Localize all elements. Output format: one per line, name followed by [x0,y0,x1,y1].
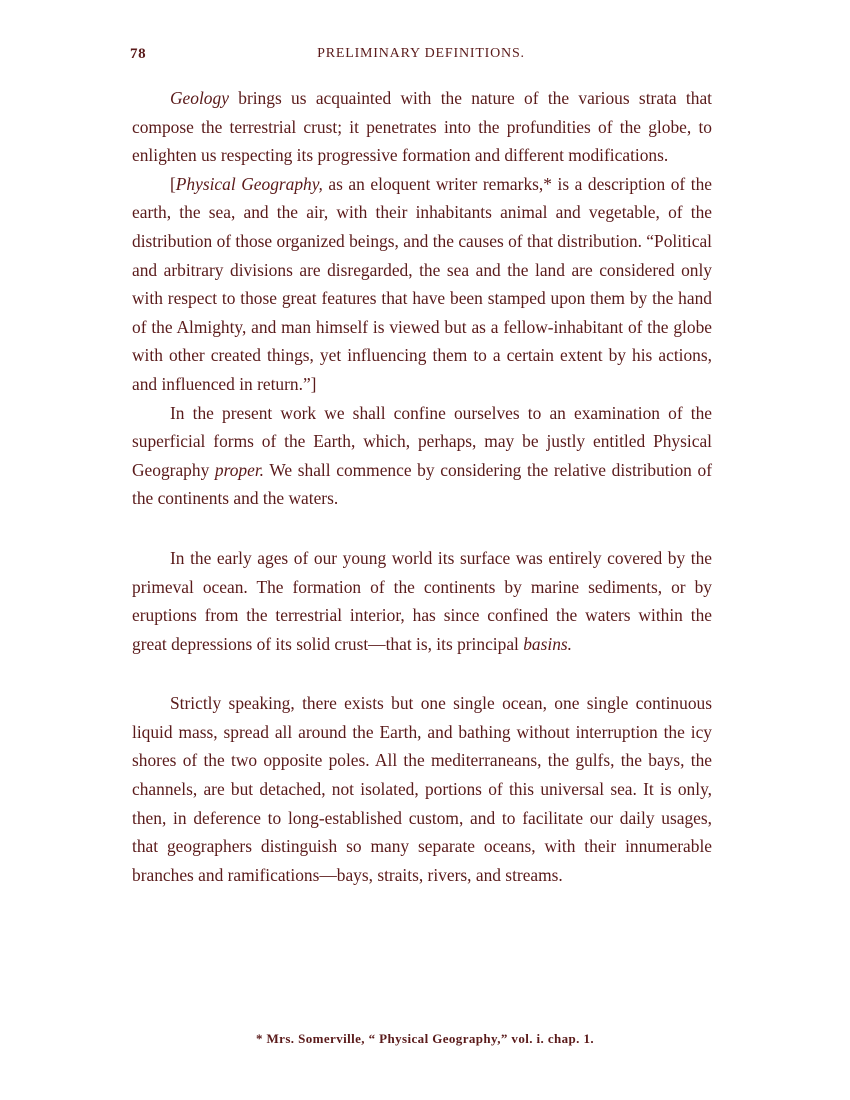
paragraph-physical-geography [132,170,712,399]
footnote: * Mrs. Somerville, “ Physical Geography,” vol. i. chap. 1. [255,1031,595,1046]
paragraph-geology-text: brings us acquainted with the nature of the various strata that compose the terrestrial crust; it penetrates into the profundities of the globe, to enlighten us respecting its progressive formation and different modifications. [132,88,712,166]
paragraph-single-ocean-text: Strictly speaking, there exists but one single ocean, one single continuous liquid mass, spread all around the Earth, and bathing without interruption the icy shores of the two opposite poles. All the mediterraneans, the gulfs, the bays, the channels, are but detached, not isolated, portions of this universal sea. It is only, then, in deference to long-established custom, and to facilitate our daily usages, that geographers distinguish so many separate oceans, with their innumerable branches and ramifications—bays, straits, rivers, and streams. [132,693,712,885]
body-text [132,84,712,889]
paragraph-single-ocean [132,689,712,889]
running-head [130,44,712,68]
running-title: PRELIMINARY DEFINITIONS. [317,46,525,61]
page-number: 78 [130,46,147,62]
paragraph-early-ages-text: In the early ages of our young world its surface was entirely covered by the primeval ocean. The formation of the continents by marine sediments, or by eruptions from the terrestrial interior, has since confined the waters within the great depressions of its solid crust—that is, its principal [132,547,712,654]
emphasis-basins: basins. [523,633,573,654]
paragraph-geology [132,84,712,170]
bracket-open: [ [170,173,176,194]
paragraph-present-work [132,399,712,513]
term-physical-geography: Physical Geography, [175,173,323,194]
term-geology: Geology [170,88,229,108]
paragraph-physical-geography-text: as an eloquent writer remarks,* is a description of the earth, the sea, and the air, with their inhabitants animal and vegetable, of the distribution of those organized beings, and the causes of that distribution. “Political and arbitrary divisions are disregarded, the sea and the land are considered only with respect to those great features that have been stamped upon them by the hand of the Almighty, and man himself is viewed but as a fellow-inhabitant of the globe with other created things, yet influencing them to a certain extent by his actions, and influenced in return.”] [132,173,712,394]
paragraph-early-ages [132,544,712,658]
paragraph-present-work-text-end: We shall commence by considering the relative distribution of the continents and the waters. [132,459,712,509]
emphasis-proper: proper. [214,459,265,480]
paragraph-present-work-text: In the present work we shall confine ourselves to an examination of the superficial forms of the Earth, which, perhaps, may be justly entitled Physical Geography [132,402,712,480]
